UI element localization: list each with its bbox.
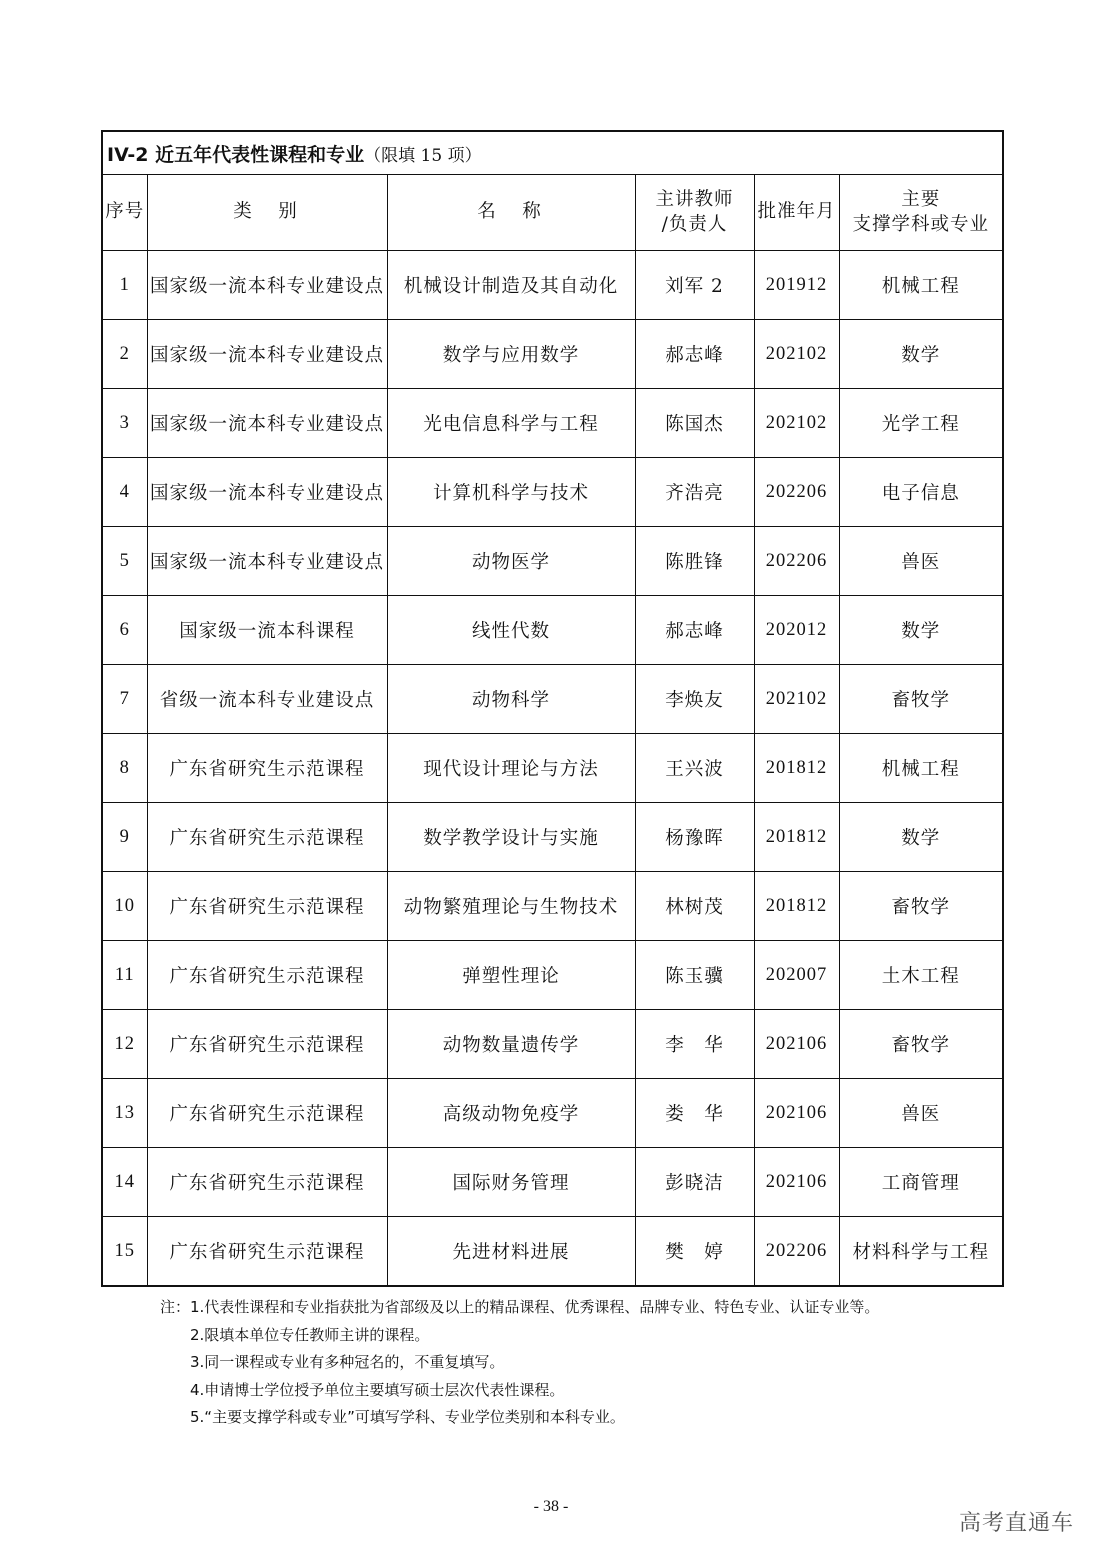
watermark: 高考直通车 — [958, 1511, 1074, 1536]
cell-index: 5 — [102, 527, 147, 596]
cell-teacher: 齐浩亮 — [635, 458, 754, 527]
cell-approval: 202206 — [754, 1217, 839, 1287]
cell-name: 国际财务管理 — [387, 1148, 635, 1217]
cell-name: 线性代数 — [387, 596, 635, 665]
table-title-row — [102, 131, 1003, 175]
cell-name: 动物繁殖理论与生物技术 — [387, 872, 635, 941]
cell-discipline: 机械工程 — [839, 251, 1003, 320]
cell-approval: 202106 — [754, 1010, 839, 1079]
cell-name: 高级动物免疫学 — [387, 1079, 635, 1148]
cell-index: 3 — [102, 389, 147, 458]
table-title-main: IV-2 近五年代表性课程和专业 — [107, 143, 365, 166]
header-approval: 批准年月 — [754, 175, 839, 251]
cell-discipline: 畜牧学 — [839, 1010, 1003, 1079]
cell-approval: 202102 — [754, 320, 839, 389]
cell-index: 10 — [102, 872, 147, 941]
cell-index: 15 — [102, 1217, 147, 1287]
header-teacher-line1: 主讲教师 — [655, 189, 734, 211]
cell-approval: 202012 — [754, 596, 839, 665]
header-teacher — [635, 175, 754, 251]
cell-discipline: 工商管理 — [839, 1148, 1003, 1217]
table-row — [102, 1010, 1003, 1079]
cell-name: 先进材料进展 — [387, 1217, 635, 1287]
cell-discipline: 电子信息 — [839, 458, 1003, 527]
cell-category: 广东省研究生示范课程 — [147, 1148, 387, 1217]
cell-category: 国家级一流本科课程 — [147, 596, 387, 665]
cell-name: 动物医学 — [387, 527, 635, 596]
cell-teacher: 郝志峰 — [635, 320, 754, 389]
cell-index: 13 — [102, 1079, 147, 1148]
cell-teacher: 林树茂 — [635, 872, 754, 941]
cell-category: 国家级一流本科专业建设点 — [147, 527, 387, 596]
cell-index: 8 — [102, 734, 147, 803]
page-number: - 38 - — [533, 1498, 569, 1515]
cell-discipline: 土木工程 — [839, 941, 1003, 1010]
cell-approval: 201912 — [754, 251, 839, 320]
cell-approval: 202102 — [754, 389, 839, 458]
cell-discipline: 数学 — [839, 803, 1003, 872]
cell-approval: 202206 — [754, 458, 839, 527]
cell-discipline: 畜牧学 — [839, 665, 1003, 734]
cell-teacher: 王兴波 — [635, 734, 754, 803]
cell-category: 广东省研究生示范课程 — [147, 872, 387, 941]
cell-category: 广东省研究生示范课程 — [147, 941, 387, 1010]
cell-discipline: 兽医 — [839, 527, 1003, 596]
cell-discipline: 畜牧学 — [839, 872, 1003, 941]
cell-category: 广东省研究生示范课程 — [147, 1079, 387, 1148]
cell-category: 国家级一流本科专业建设点 — [147, 251, 387, 320]
table-row — [102, 665, 1003, 734]
cell-index: 6 — [102, 596, 147, 665]
cell-name: 机械设计制造及其自动化 — [387, 251, 635, 320]
cell-approval: 202102 — [754, 665, 839, 734]
table-title — [102, 131, 1003, 175]
cell-name: 动物数量遗传学 — [387, 1010, 635, 1079]
cell-category: 广东省研究生示范课程 — [147, 1010, 387, 1079]
note-5: 5.“主要支撑学科或专业”可填写学科、专业学位类别和本科专业。 — [190, 1408, 625, 1426]
table-row — [102, 872, 1003, 941]
cell-teacher: 陈玉骥 — [635, 941, 754, 1010]
cell-category: 广东省研究生示范课程 — [147, 803, 387, 872]
table-notes — [160, 1294, 879, 1432]
table-row — [102, 1148, 1003, 1217]
note-2: 2.限填本单位专任教师主讲的课程。 — [190, 1325, 430, 1344]
table-row — [102, 527, 1003, 596]
cell-approval: 201812 — [754, 803, 839, 872]
table-row — [102, 1217, 1003, 1287]
cell-teacher: 杨豫晖 — [635, 803, 754, 872]
cell-teacher: 郝志峰 — [635, 596, 754, 665]
table-title-sub: （限填 15 项） — [364, 145, 482, 166]
table-row — [102, 458, 1003, 527]
table-row — [102, 596, 1003, 665]
header-discipline-line1: 主要 — [901, 189, 941, 211]
cell-index: 14 — [102, 1148, 147, 1217]
cell-index: 9 — [102, 803, 147, 872]
cell-teacher: 陈胜锋 — [635, 527, 754, 596]
cell-discipline: 兽医 — [839, 1079, 1003, 1148]
table-body — [102, 251, 1003, 1287]
cell-category: 广东省研究生示范课程 — [147, 1217, 387, 1287]
header-index: 序号 — [102, 175, 147, 251]
cell-name: 数学与应用数学 — [387, 320, 635, 389]
cell-name: 光电信息科学与工程 — [387, 389, 635, 458]
table-row — [102, 803, 1003, 872]
header-discipline — [839, 175, 1003, 251]
header-name: 名 称 — [387, 175, 635, 251]
cell-index: 2 — [102, 320, 147, 389]
cell-discipline: 数学 — [839, 320, 1003, 389]
cell-name: 动物科学 — [387, 665, 635, 734]
cell-name: 计算机科学与技术 — [387, 458, 635, 527]
cell-category: 广东省研究生示范课程 — [147, 734, 387, 803]
note-4: 4.申请博士学位授予单位主要填写硕士层次代表性课程。 — [190, 1380, 565, 1399]
cell-teacher: 刘军 2 — [635, 251, 754, 320]
table-row — [102, 734, 1003, 803]
cell-category: 国家级一流本科专业建设点 — [147, 458, 387, 527]
cell-name: 现代设计理论与方法 — [387, 734, 635, 803]
cell-name: 弹塑性理论 — [387, 941, 635, 1010]
cell-discipline: 材料科学与工程 — [839, 1217, 1003, 1287]
table-row — [102, 389, 1003, 458]
cell-index: 11 — [102, 941, 147, 1010]
cell-approval: 202007 — [754, 941, 839, 1010]
table-header-row — [102, 175, 1003, 251]
cell-teacher: 李焕友 — [635, 665, 754, 734]
cell-approval: 202206 — [754, 527, 839, 596]
table-row — [102, 1079, 1003, 1148]
cell-approval: 201812 — [754, 872, 839, 941]
cell-teacher: 娄 华 — [635, 1079, 754, 1148]
courses-table — [101, 130, 1004, 1287]
cell-index: 4 — [102, 458, 147, 527]
note-3: 3.同一课程或专业有多种冠名的，不重复填写。 — [190, 1353, 505, 1371]
header-teacher-line2: /负责人 — [661, 213, 728, 235]
table-row — [102, 941, 1003, 1010]
note-1: 注：1.代表性课程和专业指获批为省部级及以上的精品课程、优秀课程、品牌专业、特色专业、认证专业等。 — [160, 1298, 880, 1316]
cell-discipline: 光学工程 — [839, 389, 1003, 458]
cell-index: 1 — [102, 251, 147, 320]
table-row — [102, 320, 1003, 389]
cell-approval: 202106 — [754, 1079, 839, 1148]
cell-approval: 201812 — [754, 734, 839, 803]
cell-category: 省级一流本科专业建设点 — [147, 665, 387, 734]
cell-teacher: 陈国杰 — [635, 389, 754, 458]
cell-index: 7 — [102, 665, 147, 734]
cell-teacher: 彭晓洁 — [635, 1148, 754, 1217]
cell-teacher: 李 华 — [635, 1010, 754, 1079]
header-category: 类 别 — [147, 175, 387, 251]
cell-index: 12 — [102, 1010, 147, 1079]
cell-name: 数学教学设计与实施 — [387, 803, 635, 872]
cell-approval: 202106 — [754, 1148, 839, 1217]
cell-teacher: 樊 婷 — [635, 1217, 754, 1287]
header-discipline-line2: 支撑学科或专业 — [852, 213, 990, 235]
cell-category: 国家级一流本科专业建设点 — [147, 320, 387, 389]
cell-discipline: 机械工程 — [839, 734, 1003, 803]
cell-category: 国家级一流本科专业建设点 — [147, 389, 387, 458]
cell-discipline: 数学 — [839, 596, 1003, 665]
table-row — [102, 251, 1003, 320]
